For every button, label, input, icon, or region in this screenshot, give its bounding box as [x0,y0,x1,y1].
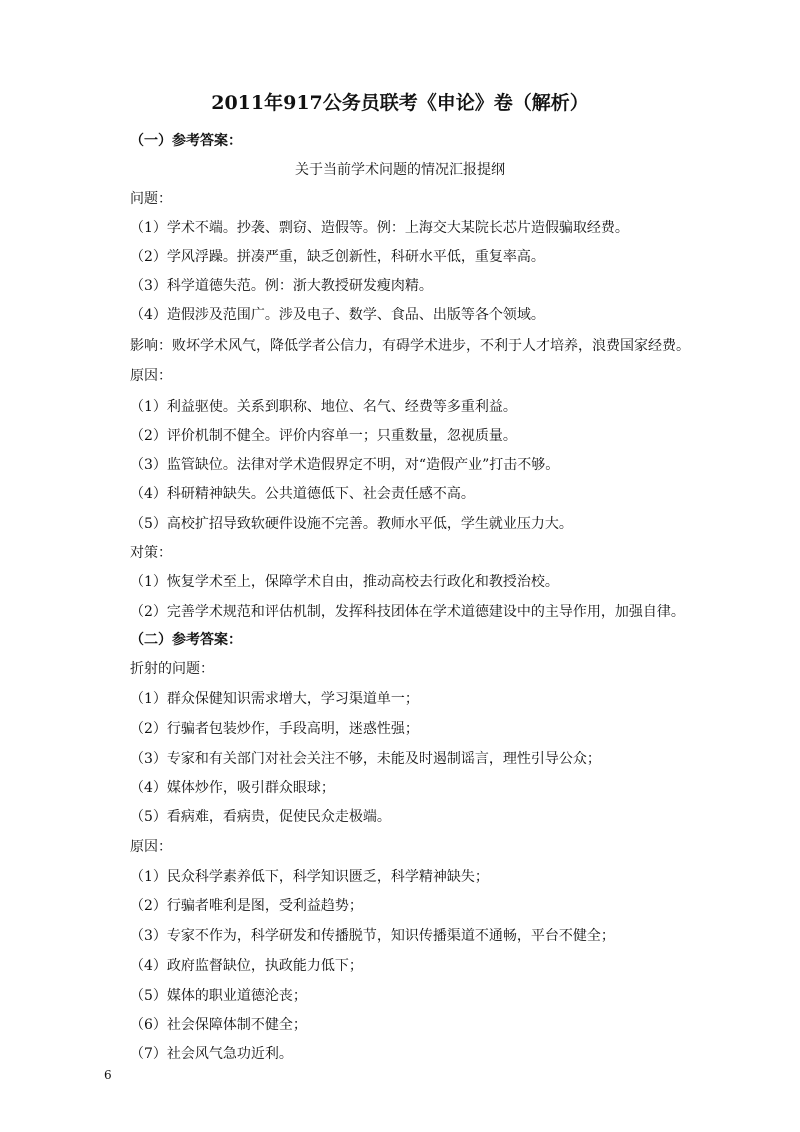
cause-item: （3）监管缺位。法律对学术造假界定不明，对“造假产业”打击不够。 [130,457,560,473]
part2-cause-item: （6）社会保障体制不健全； [130,1017,307,1033]
part2-heading: （二）参考答案： [130,632,242,648]
part2-cause-item: （1）民众科学素养低下，科学知识匮乏，科学精神缺失； [130,869,489,885]
document-title: 2011年917公务员联考《申论》卷（解析） [211,92,589,114]
issue-item: （3）专家和有关部门对社会关注不够，未能及时遏制谣言，理性引导公众； [130,751,601,767]
part2-cause-item: （7）社会风气急功近利。 [130,1046,293,1062]
page-number: 6 [104,1068,112,1082]
problem-item: （3）科学道德失范。例：浙大教授研发瘦肉精。 [130,278,433,294]
part2-cause-item: （4）政府监督缺位，执政能力低下； [130,958,363,974]
issues-label: 折射的问题： [130,661,214,677]
issue-item: （5）看病难，看病贵，促使民众走极端。 [130,809,391,825]
issue-item: （1）群众保健知识需求增大，学习渠道单一； [130,691,419,707]
issue-item: （4）媒体炒作，吸引群众眼球； [130,780,335,796]
cause-item: （1）利益驱使。关系到职称、地位、名气、经费等多重利益。 [130,399,517,415]
impact-text: 影响：败坏学术风气，降低学者公信力，有碍学术进步，不利于人才培养，浪费国家经费。 [130,338,690,354]
problem-item: （1）学术不端。抄袭、剽窃、造假等。例：上海交大某院长芯片造假骗取经费。 [130,220,629,236]
cause-item: （5）高校扩招导致软硬件设施不完善。教师水平低，学生就业压力大。 [130,516,573,532]
measure-item: （1）恢复学术至上，保障学术自由，推动高校去行政化和教授治校。 [130,574,559,590]
cause-item: （2）评价机制不健全。评价内容单一；只重数量，忽视质量。 [130,428,517,444]
problem-item: （4）造假涉及范围广。涉及电子、数学、食品、出版等各个领域。 [130,307,545,323]
part2-cause-item: （3）专家不作为，科学研发和传播脱节，知识传播渠道不通畅，平台不健全； [130,928,615,944]
cause-item: （4）科研精神缺失。公共道德低下、社会责任感不高。 [130,486,475,502]
measures-label: 对策： [130,545,172,561]
part2-cause-item: （5）媒体的职业道德沦丧； [130,988,307,1004]
measure-item: （2）完善学术规范和评估机制，发挥科技团体在学术道德建设中的主导作用，加强自律。 [130,604,685,620]
part2-causes-label: 原因： [130,839,172,855]
problems-label: 问题： [130,191,172,207]
issue-item: （2）行骗者包装炒作，手段高明，迷惑性强； [130,721,419,737]
causes-label: 原因： [130,368,172,384]
part2-cause-item: （2）行骗者唯利是图，受利益趋势； [130,898,363,914]
part1-subtitle: 关于当前学术问题的情况汇报提纲 [295,162,505,178]
part1-heading: （一）参考答案： [130,133,242,149]
problem-item: （2）学风浮躁。拼凑严重，缺乏创新性，科研水平低，重复率高。 [130,249,545,265]
